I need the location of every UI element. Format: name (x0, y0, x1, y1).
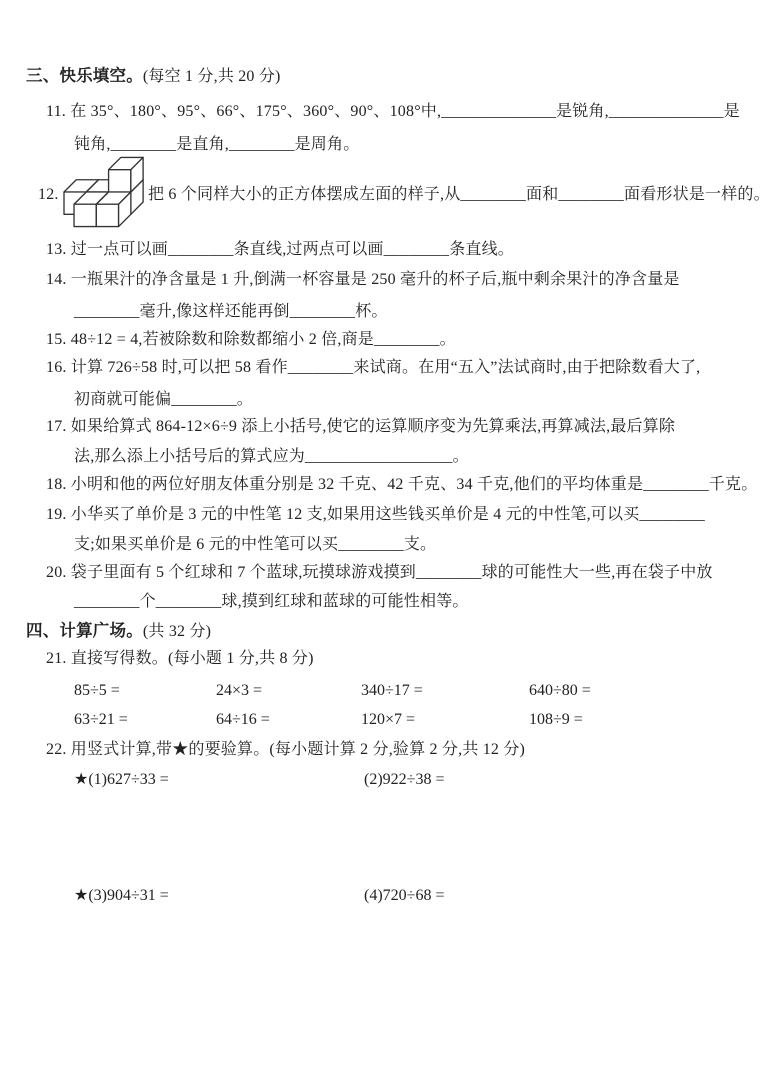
q22-row-2 (74, 886, 746, 906)
question-20-line-2: ________个________球,摸到红球和蓝球的可能性相等。 (74, 593, 469, 610)
section-3-score-note: (每空 1 分,共 20 分) (142, 68, 281, 85)
section-4-header (26, 621, 211, 642)
question-18-line-1: 18. 小明和他的两位好朋友体重分别是 32 千克、42 千克、34 千克,他们的平均体重是________千克。 (46, 476, 758, 493)
calc-item: 340÷17 = (361, 682, 423, 699)
question-16-line-1: 16. 计算 726÷58 时,可以把 58 看作________来试商。在用“五入”法试商时,由于把除数看大了, (46, 359, 701, 376)
question-22-intro: 22. 用竖式计算,带★的要验算。(每小题计算 2 分,验算 2 分,共 12 分) (46, 741, 526, 758)
calc-item: 85÷5 = (74, 682, 120, 699)
vertical-calc-item: (4)720÷68 = (364, 887, 445, 904)
question-19-line-1: 19. 小华买了单价是 3 元的中性笔 12 支,如果用这些钱买单价是 4 元的中性笔,可以买________ (46, 506, 706, 523)
cube-face (96, 204, 118, 226)
section-3-header (26, 66, 281, 87)
q21-row-2 (74, 710, 746, 730)
question-16-line-2: 初商就可能偏________。 (74, 391, 254, 408)
question-17-line-2: 法,那么添上小括号后的算式应为__________________。 (74, 448, 469, 465)
question-19-line-2: 支;如果买单价是 6 元的中性笔可以买________支。 (74, 536, 437, 553)
question-14-line-1: 14. 一瓶果汁的净含量是 1 升,倒满一杯容量是 250 毫升的杯子后,瓶中剩余果汁的净含量是 (46, 271, 680, 288)
calc-item: 108÷9 = (529, 711, 583, 728)
vertical-calc-item: ★(3)904÷31 = (74, 887, 169, 904)
question-11-line-1: 11. 在 35°、180°、95°、66°、175°、360°、90°、108°中,______________是锐角,______________是 (46, 103, 740, 120)
calc-item: 63÷21 = (74, 711, 128, 728)
question-21-intro: 21. 直接写得数。(每小题 1 分,共 8 分) (46, 650, 314, 667)
vertical-calc-item: (2)922÷38 = (364, 771, 445, 788)
question-12-number: 12. (38, 186, 59, 203)
cube-face (74, 204, 96, 226)
question-14-line-2: ________毫升,像这样还能再倒________杯。 (74, 303, 388, 320)
calc-item: 24×3 = (216, 682, 263, 699)
vertical-calc-item: ★(1)627÷33 = (74, 771, 169, 788)
cube-face (109, 170, 131, 192)
calc-item: 640÷80 = (529, 682, 591, 699)
calc-item: 64÷16 = (216, 711, 270, 728)
section-4-score-note: (共 32 分) (142, 623, 212, 640)
question-12-text: 把 6 个同样大小的正方体摆成左面的样子,从________面和________面看形状是一样的。 (148, 186, 770, 203)
q22-row-1 (74, 770, 746, 790)
section-4-title: 四、计算广场。 (26, 621, 143, 640)
section-3-title: 三、快乐填空。 (26, 66, 143, 85)
question-20-line-1: 20. 袋子里面有 5 个红球和 7 个蓝球,玩摸球游戏摸到________球的可能性大一些,再在袋子中放 (46, 564, 713, 581)
calc-item: 120×7 = (361, 711, 416, 728)
question-15-line-1: 15. 48÷12 = 4,若被除数和除数都缩小 2 倍,商是________。 (46, 331, 456, 348)
question-13-line-1: 13. 过一点可以画________条直线,过两点可以画________条直线。 (46, 241, 515, 258)
q21-row-1 (74, 681, 746, 701)
question-17-line-1: 17. 如果给算式 864-12×6÷9 添上小括号,使它的运算顺序变为先算乘法,再算减法,最后算除 (46, 418, 676, 435)
question-11-line-2: 钝角,________是直角,________是周角。 (74, 136, 360, 153)
cubes-figure (58, 153, 148, 231)
